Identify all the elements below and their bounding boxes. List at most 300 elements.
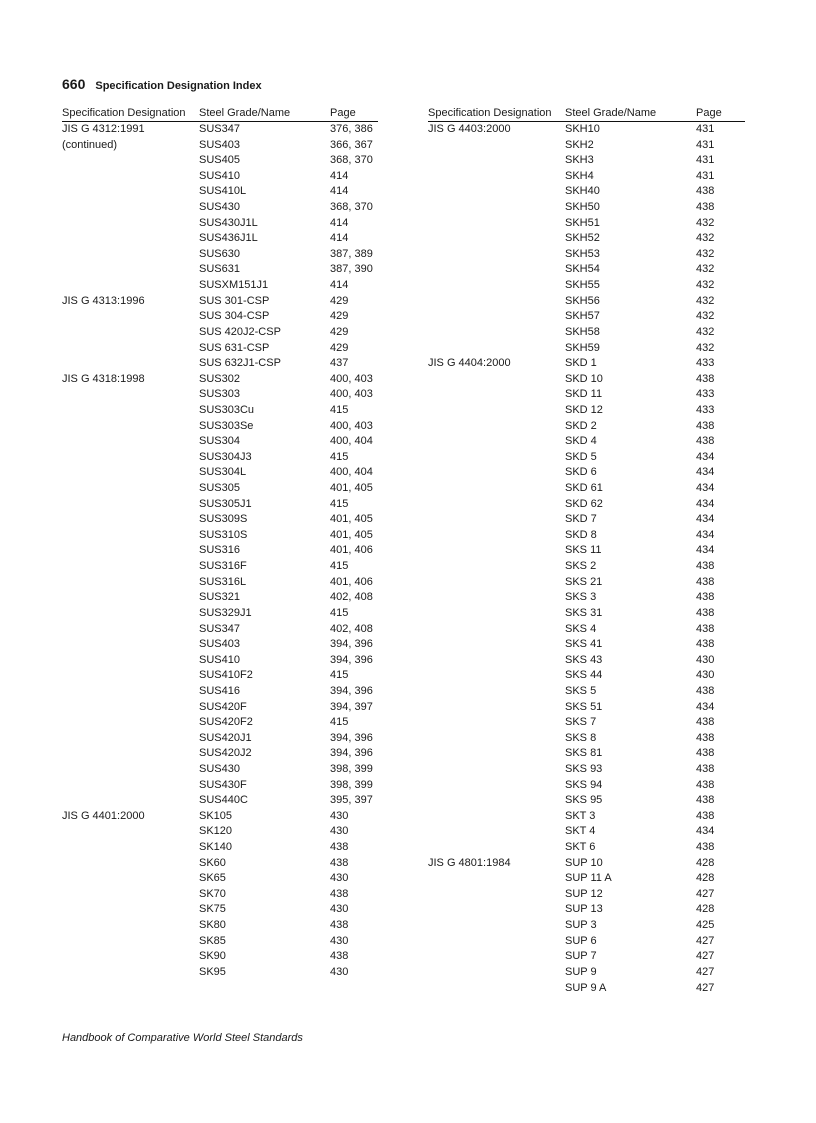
steel-grade-cell: SUS304L: [199, 466, 247, 479]
spec-designation-cell: [428, 684, 565, 700]
steel-grade-cell: SKD 2: [565, 419, 597, 432]
steel-grade-cell: SKH3: [565, 154, 594, 167]
index-row: [62, 668, 378, 684]
page-ref-cell: 429: [330, 294, 349, 307]
index-row: [428, 325, 745, 341]
page-ref-cell: 401, 405: [330, 482, 373, 495]
spec-designation-cell: [428, 793, 565, 809]
index-row: [62, 434, 378, 450]
steel-grade-cell: SKS 81: [565, 747, 603, 760]
steel-grade-cell: SKS 41: [565, 638, 603, 651]
index-row: [62, 184, 378, 200]
steel-grade-cell: SK105: [199, 809, 233, 822]
index-row: [428, 169, 745, 185]
right-column-header: [428, 105, 745, 122]
page-ref-cell: 394, 396: [330, 731, 373, 744]
index-row: [428, 949, 745, 965]
spec-designation-cell: [428, 871, 565, 887]
index-row: [428, 465, 745, 481]
spec-designation-cell: [62, 949, 199, 965]
steel-grade-cell: SK90: [199, 950, 226, 963]
steel-grade-cell: SKH57: [565, 310, 600, 323]
steel-grade-cell: SKS 21: [565, 575, 603, 588]
spec-designation-cell: [428, 200, 565, 216]
index-row: [428, 153, 745, 169]
spec-designation-cell: [62, 902, 199, 918]
index-row: [62, 481, 378, 497]
index-row: [62, 341, 378, 357]
page-ref-cell: 387, 389: [330, 247, 373, 260]
page-ref-cell: 414: [330, 185, 349, 198]
index-row: [62, 731, 378, 747]
page-ref-cell: 427: [696, 965, 715, 978]
page-ref-cell: 438: [696, 435, 715, 448]
index-row: [428, 481, 745, 497]
steel-grade-cell: SKH53: [565, 247, 600, 260]
page-ref-cell: 368, 370: [330, 154, 373, 167]
page-ref-cell: 438: [696, 372, 715, 385]
index-row: [62, 122, 378, 138]
index-row: [428, 778, 745, 794]
index-row: [428, 512, 745, 528]
grade-header: Steel Grade/Name: [199, 107, 291, 119]
spec-designation-cell: [428, 497, 565, 513]
page-ref-cell: 433: [696, 388, 715, 401]
page-ref-cell: 438: [696, 560, 715, 573]
spec-designation-cell: [62, 356, 199, 372]
spec-designation-cell: [428, 653, 565, 669]
steel-grade-cell: SUS304J3: [199, 450, 252, 463]
steel-grade-cell: SUP 6: [565, 934, 597, 947]
spec-designation-cell: [62, 746, 199, 762]
spec-designation-cell: [428, 387, 565, 403]
spec-header: Specification Designation: [62, 107, 186, 119]
page-ref-cell: 437: [330, 357, 349, 370]
page-ref-cell: 434: [696, 825, 715, 838]
page-ref-cell: 434: [696, 528, 715, 541]
page-ref-cell: 415: [330, 716, 349, 729]
spec-designation-cell: [62, 622, 199, 638]
spec-designation-cell: [428, 169, 565, 185]
index-row: [428, 450, 745, 466]
spec-designation-cell: [428, 622, 565, 638]
index-row: [62, 278, 378, 294]
index-row: [62, 138, 378, 154]
page-ref-cell: 427: [696, 934, 715, 947]
page-ref-cell: 428: [696, 856, 715, 869]
page-ref-cell: 428: [696, 903, 715, 916]
spec-designation-cell: [428, 543, 565, 559]
steel-grade-cell: SK75: [199, 903, 226, 916]
index-row: [62, 169, 378, 185]
steel-grade-cell: SUP 13: [565, 903, 603, 916]
page-ref-cell: 438: [696, 841, 715, 854]
left-rows: [62, 122, 378, 981]
steel-grade-cell: SUS630: [199, 247, 240, 260]
page-ref-cell: 438: [330, 950, 349, 963]
index-row: [428, 965, 745, 981]
steel-grade-cell: SUS440C: [199, 794, 248, 807]
spec-designation-cell: [428, 231, 565, 247]
spec-designation-cell: [62, 169, 199, 185]
spec-designation-cell: [62, 824, 199, 840]
spec-designation-cell: [428, 809, 565, 825]
steel-grade-cell: SKS 44: [565, 669, 603, 682]
spec-designation-cell: [428, 778, 565, 794]
steel-grade-cell: SKH4: [565, 169, 594, 182]
steel-grade-cell: SUS 304-CSP: [199, 310, 270, 323]
spec-designation-cell: JIS G 4318:1998: [62, 372, 145, 385]
page-ref-cell: 430: [330, 872, 349, 885]
spec-designation-cell: [428, 325, 565, 341]
steel-grade-cell: SKH40: [565, 185, 600, 198]
steel-grade-cell: SKH55: [565, 279, 600, 292]
index-row: [62, 871, 378, 887]
index-row: [428, 543, 745, 559]
spec-designation-cell: [62, 668, 199, 684]
spec-designation-cell: [428, 965, 565, 981]
index-row: [62, 715, 378, 731]
page-ref-cell: 438: [696, 794, 715, 807]
steel-grade-cell: SUS436J1L: [199, 232, 258, 245]
page-header-label: Page: [330, 107, 356, 119]
page-ref-cell: 430: [330, 809, 349, 822]
spec-designation-cell: [428, 294, 565, 310]
index-row: [428, 902, 745, 918]
spec-designation-cell: [62, 840, 199, 856]
spec-designation-cell: [62, 153, 199, 169]
right-rows: [428, 122, 745, 996]
index-row: [62, 840, 378, 856]
index-row: [62, 153, 378, 169]
page-header: [62, 76, 262, 92]
spec-header: Specification Designation: [428, 107, 552, 119]
spec-designation-cell: [62, 590, 199, 606]
page-ref-cell: 431: [696, 123, 715, 135]
page-ref-cell: 432: [696, 216, 715, 229]
spec-designation-cell: [62, 309, 199, 325]
steel-grade-cell: SKH50: [565, 201, 600, 214]
spec-designation-cell: [428, 731, 565, 747]
steel-grade-cell: SUS430J1L: [199, 216, 258, 229]
page-ref-cell: 438: [696, 638, 715, 651]
steel-grade-cell: SKS 3: [565, 591, 597, 604]
steel-grade-cell: SUS 632J1-CSP: [199, 357, 281, 370]
index-row: [428, 122, 745, 138]
steel-grade-cell: SKD 5: [565, 450, 597, 463]
steel-grade-cell: SKH56: [565, 294, 600, 307]
index-row: [428, 871, 745, 887]
page-ref-cell: 402, 408: [330, 622, 373, 635]
page-ref-cell: 415: [330, 450, 349, 463]
index-row: [62, 559, 378, 575]
steel-grade-cell: SKD 4: [565, 435, 597, 448]
page-ref-cell: 432: [696, 310, 715, 323]
steel-grade-cell: SKH2: [565, 138, 594, 151]
steel-grade-cell: SKS 11: [565, 544, 602, 557]
page-header-label: Page: [696, 107, 722, 119]
steel-grade-cell: SKS 8: [565, 731, 597, 744]
steel-grade-cell: SUS430F: [199, 778, 247, 791]
right-index-column: [428, 105, 745, 996]
steel-grade-cell: SUS310S: [199, 528, 248, 541]
steel-grade-cell: SKT 3: [565, 809, 596, 822]
page-ref-cell: 432: [696, 294, 715, 307]
steel-grade-cell: SUS430: [199, 201, 240, 214]
spec-designation-cell: JIS G 4403:2000: [428, 123, 511, 135]
steel-grade-cell: SUS420F: [199, 700, 247, 713]
page-ref-cell: 438: [330, 887, 349, 900]
steel-grade-cell: SKH54: [565, 263, 600, 276]
page-ref-cell: 430: [330, 825, 349, 838]
spec-designation-cell: [428, 528, 565, 544]
index-row: [428, 684, 745, 700]
steel-grade-cell: SKD 1: [565, 357, 597, 370]
index-row: [62, 528, 378, 544]
spec-designation-cell: [428, 824, 565, 840]
page-ref-cell: 429: [330, 325, 349, 338]
page-ref-cell: 438: [696, 591, 715, 604]
page-ref-cell: 398, 399: [330, 762, 373, 775]
page-ref-cell: 415: [330, 606, 349, 619]
spec-designation-cell: [62, 715, 199, 731]
spec-designation-cell: [62, 465, 199, 481]
index-row: [62, 762, 378, 778]
spec-designation-cell: [428, 153, 565, 169]
steel-grade-cell: SKS 43: [565, 653, 603, 666]
steel-grade-cell: SUS430: [199, 762, 240, 775]
page-ref-cell: 438: [696, 809, 715, 822]
page-ref-cell: 394, 396: [330, 684, 373, 697]
steel-grade-cell: SUS303Se: [199, 419, 254, 432]
page-ref-cell: 434: [696, 482, 715, 495]
page-number: 660: [62, 76, 86, 92]
steel-grade-cell: SK85: [199, 934, 226, 947]
steel-grade-cell: SKH52: [565, 232, 600, 245]
page-ref-cell: 431: [696, 138, 715, 151]
index-row: [62, 887, 378, 903]
spec-designation-cell: [62, 700, 199, 716]
index-row: [62, 356, 378, 372]
index-row: [62, 403, 378, 419]
spec-designation-cell: [428, 216, 565, 232]
index-row: [428, 981, 745, 997]
steel-grade-cell: SUS347: [199, 622, 240, 635]
index-row: [62, 543, 378, 559]
page-ref-cell: 415: [330, 560, 349, 573]
steel-grade-cell: SKS 31: [565, 606, 603, 619]
page-ref-cell: 438: [696, 575, 715, 588]
steel-grade-cell: SUP 9: [565, 965, 597, 978]
index-row: [428, 559, 745, 575]
page-ref-cell: 394, 396: [330, 653, 373, 666]
steel-grade-cell: SKD 8: [565, 528, 597, 541]
index-row: [428, 840, 745, 856]
steel-grade-cell: SK80: [199, 919, 226, 932]
spec-designation-cell: [428, 450, 565, 466]
spec-designation-cell: [62, 325, 199, 341]
spec-designation-cell: [62, 403, 199, 419]
spec-designation-cell: [428, 403, 565, 419]
steel-grade-cell: SK65: [199, 872, 226, 885]
page-ref-cell: 402, 408: [330, 591, 373, 604]
spec-designation-cell: [428, 668, 565, 684]
index-row: [62, 372, 378, 388]
page-ref-cell: 401, 406: [330, 544, 373, 557]
page-ref-cell: 376, 386: [330, 123, 373, 135]
index-row: [62, 575, 378, 591]
index-row: [428, 793, 745, 809]
spec-designation-cell: [62, 528, 199, 544]
steel-grade-cell: SUS309S: [199, 513, 248, 526]
steel-grade-cell: SUS405: [199, 154, 240, 167]
index-row: [428, 746, 745, 762]
index-row: [428, 372, 745, 388]
spec-designation-cell: [62, 262, 199, 278]
index-row: [428, 575, 745, 591]
index-row: [428, 200, 745, 216]
spec-designation-cell: [428, 434, 565, 450]
spec-designation-cell: [62, 387, 199, 403]
steel-grade-cell: SUS316L: [199, 575, 247, 588]
page-ref-cell: 438: [696, 606, 715, 619]
spec-designation-cell: [62, 684, 199, 700]
spec-designation-cell: [428, 278, 565, 294]
index-row: [62, 934, 378, 950]
page-ref-cell: 427: [696, 950, 715, 963]
page-ref-cell: 438: [696, 747, 715, 760]
index-row: [62, 684, 378, 700]
spec-designation-cell: [62, 559, 199, 575]
index-row: [428, 934, 745, 950]
index-row: [62, 856, 378, 872]
steel-grade-cell: SUS321: [199, 591, 240, 604]
index-row: [428, 700, 745, 716]
page-ref-cell: 438: [696, 778, 715, 791]
spec-designation-cell: [428, 918, 565, 934]
page-ref-cell: 427: [696, 887, 715, 900]
spec-designation-cell: [428, 637, 565, 653]
page-ref-cell: 438: [696, 762, 715, 775]
spec-designation-cell: [62, 278, 199, 294]
left-index-column: [62, 105, 378, 981]
spec-designation-cell: [62, 247, 199, 263]
spec-designation-cell: [428, 762, 565, 778]
index-row: [62, 918, 378, 934]
page-ref-cell: 368, 370: [330, 201, 373, 214]
index-row: [62, 325, 378, 341]
spec-designation-cell: [62, 184, 199, 200]
steel-grade-cell: SUS403: [199, 638, 240, 651]
page-ref-cell: 438: [696, 201, 715, 214]
spec-designation-cell: [62, 887, 199, 903]
page-ref-cell: 434: [696, 544, 715, 557]
page-ref-cell: 432: [696, 247, 715, 260]
page-ref-cell: 432: [696, 341, 715, 354]
page-ref-cell: 387, 390: [330, 263, 373, 276]
index-row: [428, 138, 745, 154]
page-ref-cell: 394, 396: [330, 638, 373, 651]
index-row: [428, 387, 745, 403]
page-ref-cell: 398, 399: [330, 778, 373, 791]
steel-grade-cell: SKD 12: [565, 403, 603, 416]
spec-designation-cell: JIS G 4404:2000: [428, 357, 511, 370]
page-ref-cell: 434: [696, 513, 715, 526]
spec-designation-cell: [428, 934, 565, 950]
steel-grade-cell: SUS 631-CSP: [199, 341, 270, 354]
spec-designation-cell: [428, 419, 565, 435]
page-ref-cell: 434: [696, 450, 715, 463]
footer-book-title: Handbook of Comparative World Steel Standards: [62, 1032, 303, 1044]
steel-grade-cell: SKS 4: [565, 622, 597, 635]
index-row: [428, 637, 745, 653]
spec-designation-cell: JIS G 4313:1996: [62, 294, 145, 307]
page-ref-cell: 430: [696, 669, 715, 682]
steel-grade-cell: SKS 5: [565, 684, 597, 697]
index-row: [62, 294, 378, 310]
spec-designation-cell: [62, 434, 199, 450]
page-ref-cell: 394, 397: [330, 700, 373, 713]
spec-designation-cell: [428, 746, 565, 762]
steel-grade-cell: SKD 6: [565, 466, 597, 479]
page-ref-cell: 427: [696, 981, 715, 994]
page-ref-cell: 425: [696, 919, 715, 932]
page-ref-cell: 401, 405: [330, 513, 373, 526]
index-row: [62, 824, 378, 840]
steel-grade-cell: SUS347: [199, 123, 240, 135]
index-row: [62, 590, 378, 606]
steel-grade-cell: SUS303Cu: [199, 403, 255, 416]
steel-grade-cell: SUS 420J2-CSP: [199, 325, 281, 338]
steel-grade-cell: SUS420J1: [199, 731, 252, 744]
index-row: [428, 419, 745, 435]
steel-grade-cell: SUP 9 A: [565, 981, 607, 994]
page-ref-cell: 430: [330, 965, 349, 978]
index-row: [428, 590, 745, 606]
page-ref-cell: 395, 397: [330, 794, 373, 807]
spec-designation-cell: JIS G 4312:1991: [62, 123, 145, 135]
page-ref-cell: 434: [696, 700, 715, 713]
steel-grade-cell: SKH51: [565, 216, 600, 229]
page-ref-cell: 400, 404: [330, 466, 373, 479]
spec-designation-cell: [428, 372, 565, 388]
steel-grade-cell: SUS329J1: [199, 606, 252, 619]
page-ref-cell: 401, 405: [330, 528, 373, 541]
index-row: [62, 497, 378, 513]
index-row: [428, 434, 745, 450]
steel-grade-cell: SKS 94: [565, 778, 603, 791]
page-ref-cell: 430: [330, 934, 349, 947]
page-ref-cell: 438: [330, 919, 349, 932]
page-ref-cell: 438: [696, 716, 715, 729]
spec-designation-cell: [62, 543, 199, 559]
index-row: [428, 606, 745, 622]
spec-designation-cell: [428, 590, 565, 606]
page-ref-cell: 394, 396: [330, 747, 373, 760]
page-ref-cell: 432: [696, 232, 715, 245]
page-ref-cell: 434: [696, 466, 715, 479]
page-ref-cell: 438: [330, 841, 349, 854]
index-row: [62, 387, 378, 403]
steel-grade-cell: SKS 51: [565, 700, 603, 713]
steel-grade-cell: SUS 301-CSP: [199, 294, 270, 307]
spec-designation-cell: [428, 341, 565, 357]
spec-designation-cell: [62, 793, 199, 809]
page-ref-cell: 414: [330, 169, 349, 182]
spec-designation-cell: [428, 575, 565, 591]
steel-grade-cell: SUS410F2: [199, 669, 253, 682]
steel-grade-cell: SK140: [199, 841, 233, 854]
